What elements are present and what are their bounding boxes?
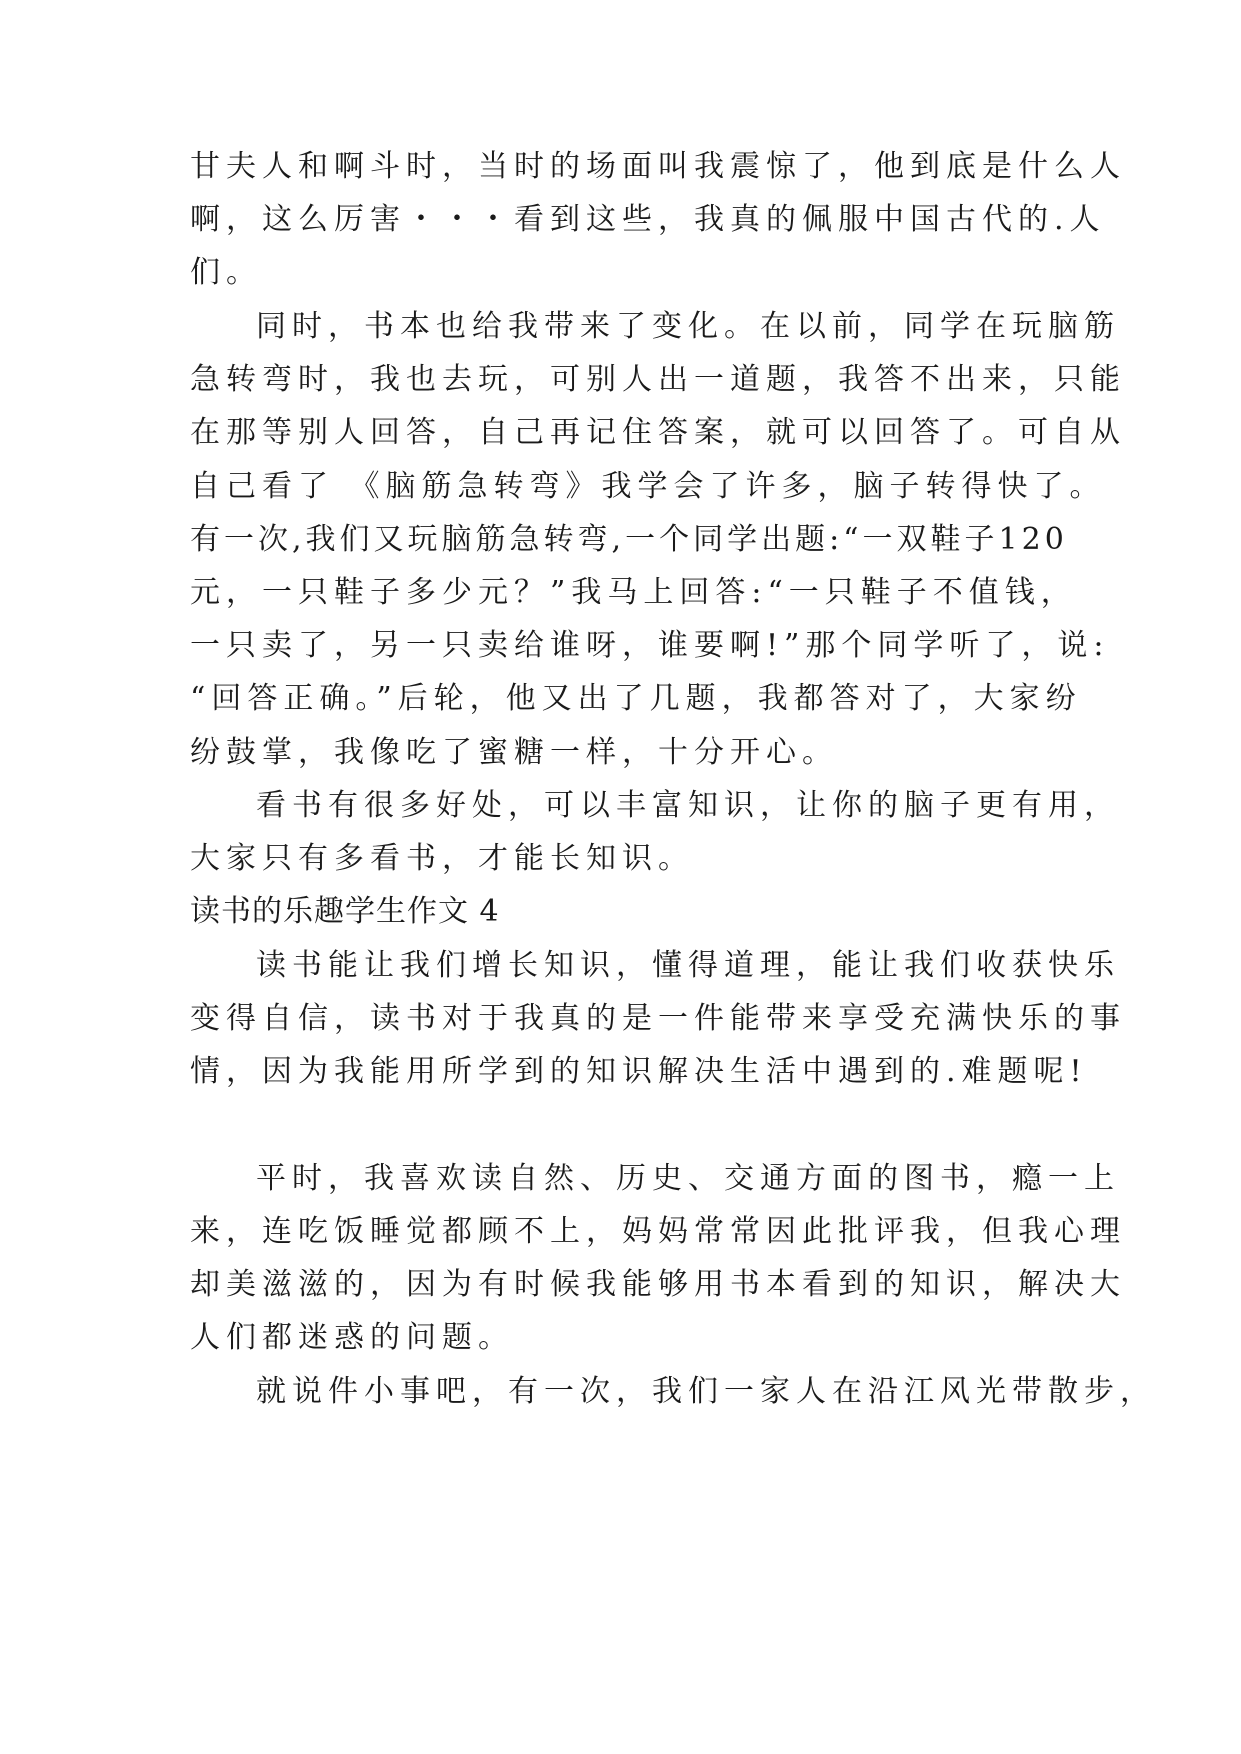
text-line: 元，一只鞋子多少元？”我马上回答:“一只鞋子不值钱， xyxy=(190,575,1077,610)
text-line: 来，连吃饭睡觉都顾不上，妈妈常常因此批评我，但我心理 xyxy=(190,1214,1126,1249)
text-line: 在那等别人回答，自己再记住答案，就可以回答了。可自从 xyxy=(190,415,1126,450)
text-line: 们。 xyxy=(190,255,262,290)
paragraph-start-line: 读书能让我们增长知识，懂得道理，能让我们收获快乐 xyxy=(256,948,1120,983)
text-line: 变得自信，读书对于我真的是一件能带来享受充满快乐的事 xyxy=(190,1001,1126,1036)
paragraph-start-line: 看书有很多好处，可以丰富知识，让你的脑子更有用， xyxy=(256,788,1120,823)
text-line: 纷鼓掌，我像吃了蜜糖一样，十分开心。 xyxy=(190,735,838,770)
text-line: 却美滋滋的，因为有时候我能够用书本看到的知识，解决大 xyxy=(190,1267,1126,1302)
text-line: 急转弯时，我也去玩，可别人出一道题，我答不出来，只能 xyxy=(190,362,1126,397)
text-line: 大家只有多看书，才能长知识。 xyxy=(190,841,694,876)
text-line: 自己看了 《脑筋急转弯》我学会了许多，脑子转得快了。 xyxy=(190,469,1106,504)
paragraph-start-line: 就说件小事吧，有一次，我们一家人在沿江风光带散步， xyxy=(256,1374,1156,1409)
text-line: 啊，这么厉害・・・看到这些，我真的佩服中国古代的.人 xyxy=(190,202,1106,237)
text-line: “回答正确。”后轮，他又出了几题，我都答对了，大家纷 xyxy=(190,681,1082,716)
text-line: 情，因为我能用所学到的知识解决生活中遇到的.难题呢! xyxy=(190,1054,1088,1089)
text-line: 人们都迷惑的问题。 xyxy=(190,1320,514,1355)
paragraph-start-line: 平时，我喜欢读自然、历史、交通方面的图书，瘾一上 xyxy=(256,1161,1120,1196)
text-line: 有一次,我们又玩脑筋急转弯,一个同学出题:“一双鞋子120 xyxy=(190,522,1068,557)
paragraph-start-line: 同时，书本也给我带来了变化。在以前，同学在玩脑筋 xyxy=(256,309,1120,344)
text-line: 一只卖了，另一只卖给谁呀，谁要啊!”那个同学听了，说: xyxy=(190,628,1110,663)
text-line: 甘夫人和啊斗时，当时的场面叫我震惊了，他到底是什么人 xyxy=(190,149,1126,184)
section-heading: 读书的乐趣学生作文 4 xyxy=(190,894,500,929)
